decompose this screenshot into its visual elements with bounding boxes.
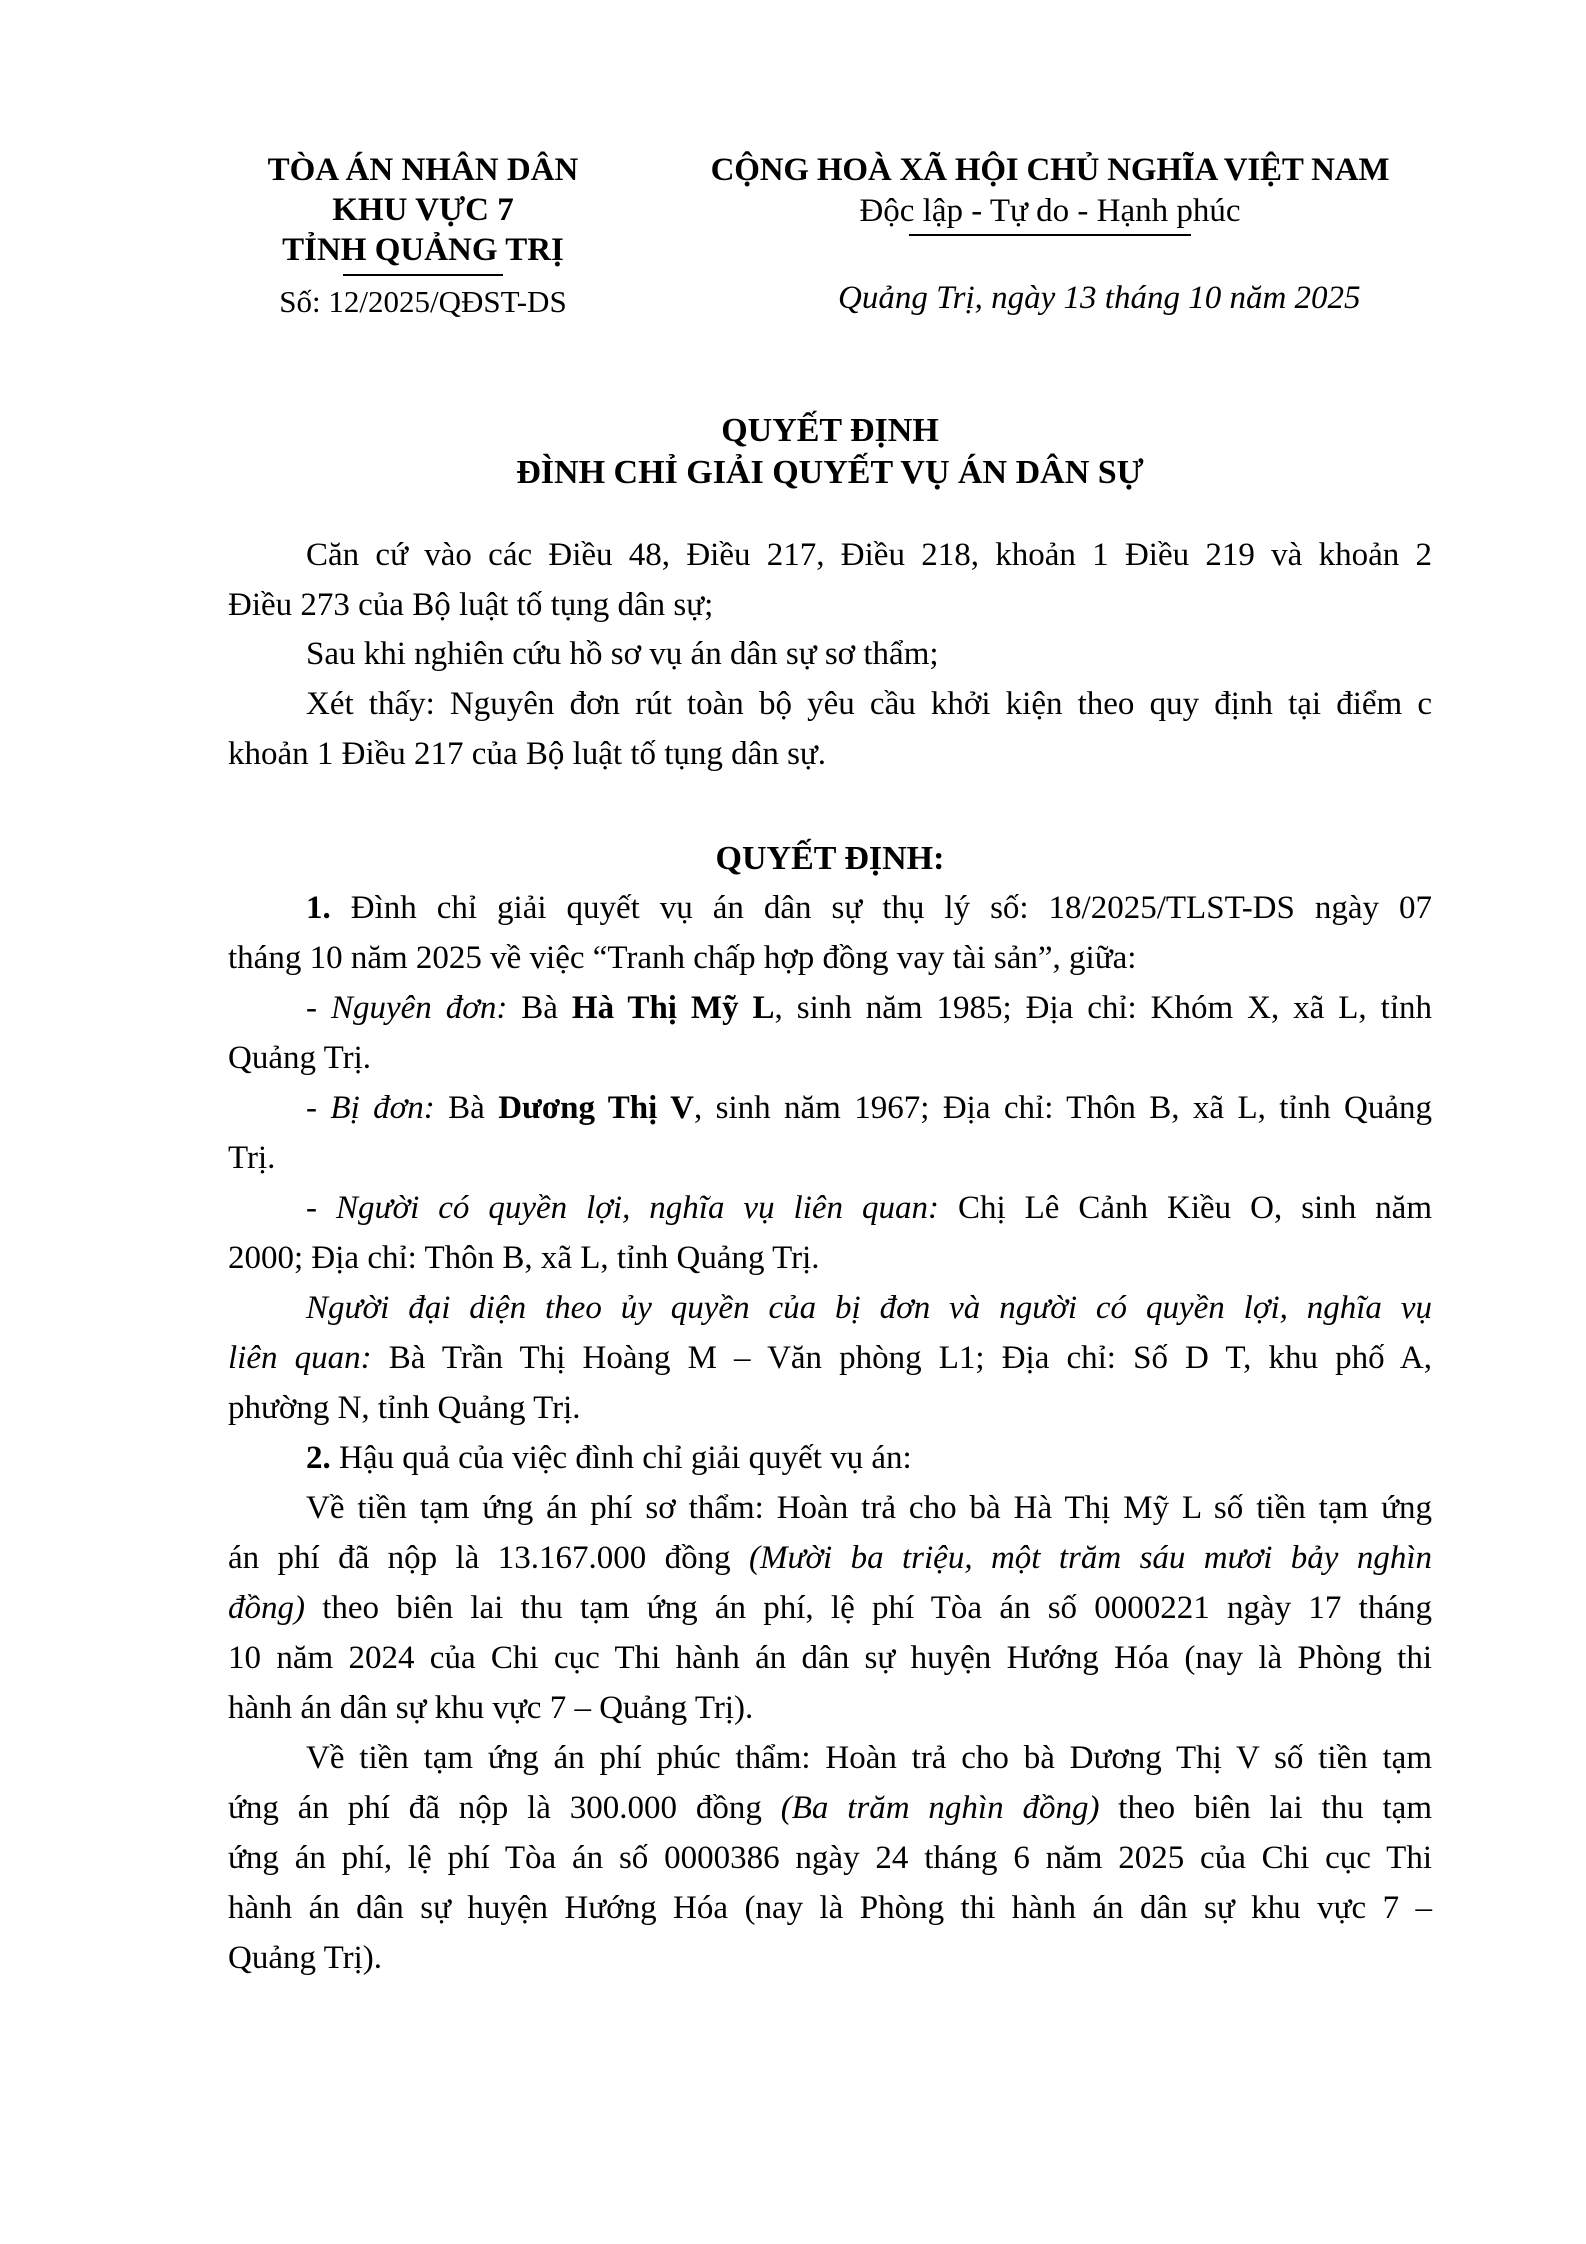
defendant-line1 — [306, 1088, 1432, 1128]
plaintiff-role: Nguyên đơn: — [330, 990, 508, 1026]
place-date: Quảng Trị, ngày 13 tháng 10 năm 2025 — [838, 280, 1361, 316]
court-name-line3: TỈNH QUẢNG TRỊ — [282, 232, 564, 268]
appeal-receipt-start: theo biên lai thu tạm — [1099, 1790, 1432, 1826]
appeal-fee-line3: ứng án phí, lệ phí Tòa án số 0000386 ngày 24 tháng 6 năm 2025 của Chi cục Thi — [228, 1840, 1432, 1876]
item2-heading — [306, 1438, 1432, 1478]
finding-line1: Xét thấy: Nguyên đơn rút toàn bộ yêu cầu khởi kiện theo quy định tại điểm c — [306, 686, 1432, 722]
related-party-line1 — [306, 1188, 1432, 1228]
plaintiff-line2: Quảng Trị. — [228, 1040, 372, 1076]
first-instance-fee-line1: Về tiền tạm ứng án phí sơ thẩm: Hoàn trả cho bà Hà Thị Mỹ L số tiền tạm ứng — [306, 1490, 1432, 1526]
appeal-fee-amount: ứng án phí đã nộp là 300.000 đồng — [228, 1790, 781, 1826]
first-instance-fee-line3 — [228, 1588, 1432, 1628]
defendant-line2: Trị. — [228, 1140, 276, 1176]
first-instance-fee-line4: 10 năm 2024 của Chi cục Thi hành án dân sự huyện Hướng Hóa (nay là Phòng thi — [228, 1640, 1432, 1676]
legal-basis-line2: Điều 273 của Bộ luật tố tụng dân sự; — [228, 587, 714, 623]
item2-number: 2. — [306, 1440, 331, 1476]
national-header — [660, 150, 1440, 236]
defendant-role: Bị đơn: — [330, 1090, 435, 1126]
defendant-name: Dương Thị V — [498, 1090, 694, 1126]
item2-text: Hậu quả của việc đình chỉ giải quyết vụ án: — [330, 1440, 912, 1476]
fee-amount-words: (Mười ba triệu, một trăm sáu mươi bảy nghìn — [748, 1540, 1432, 1576]
item1-line2: tháng 10 năm 2025 về việc “Tranh chấp hợp đồng vay tài sản”, giữa: — [228, 940, 1137, 976]
plaintiff-line1 — [306, 988, 1432, 1028]
representative-line2 — [228, 1338, 1432, 1378]
decision-heading: QUYẾT ĐỊNH: — [715, 840, 945, 877]
representative-role-cont: liên quan: — [228, 1340, 372, 1376]
item1-line1 — [306, 888, 1432, 928]
national-motto: Độc lập - Tự do - Hạnh phúc — [859, 193, 1241, 229]
representative-role: Người đại diện theo ủy quyền của bị đơn và người có quyền lợi, nghĩa vụ — [306, 1290, 1432, 1326]
item1-text: Đình chỉ giải quyết vụ án dân sự thụ lý số: 18/2025/TLST-DS ngày 07 — [330, 890, 1432, 926]
related-party-role: Người có quyền lợi, nghĩa vụ liên quan: — [335, 1190, 939, 1226]
first-instance-fee-line2 — [228, 1538, 1432, 1578]
plaintiff-details: , sinh năm 1985; Địa chỉ: Khóm X, xã L, tỉnh — [774, 990, 1432, 1026]
motto-divider — [909, 234, 1191, 236]
fee-amount: án phí đã nộp là 13.167.000 đồng — [228, 1540, 749, 1576]
representative-details: Bà Trần Thị Hoàng M – Văn phòng L1; Địa chỉ: Số D T, khu phố A, — [371, 1340, 1432, 1376]
court-header-divider — [343, 274, 503, 276]
court-name-line2: KHU VỰC 7 — [332, 192, 514, 228]
document-subtitle: ĐÌNH CHỈ GIẢI QUYẾT VỤ ÁN DÂN SỰ — [516, 454, 1144, 491]
item1-number: 1. — [306, 890, 331, 926]
court-name-line1: TÒA ÁN NHÂN DÂN — [267, 152, 579, 188]
defendant-title: Bà — [434, 1090, 499, 1126]
plaintiff-name: Hà Thị Mỹ L — [571, 990, 775, 1026]
dash: - — [306, 1090, 331, 1126]
appeal-fee-line5: Quảng Trị). — [228, 1940, 383, 1976]
related-party-line2: 2000; Địa chỉ: Thôn B, xã L, tỉnh Quảng Trị. — [228, 1240, 820, 1276]
appeal-fee-line4: hành án dân sự huyện Hướng Hóa (nay là Phòng thi hành án dân sự khu vực 7 – — [228, 1890, 1432, 1926]
fee-amount-words-cont: đồng) — [228, 1590, 305, 1626]
appeal-fee-line2 — [228, 1788, 1432, 1828]
representative-line1 — [306, 1288, 1432, 1328]
research-statement: Sau khi nghiên cứu hồ sơ vụ án dân sự sơ thẩm; — [306, 636, 939, 672]
plaintiff-title: Bà — [507, 990, 572, 1026]
national-name: CỘNG HOÀ XÃ HỘI CHỦ NGHĨA VIỆT NAM — [710, 152, 1390, 188]
appeal-fee-words: (Ba trăm nghìn đồng) — [780, 1790, 1100, 1826]
representative-line3: phường N, tỉnh Quảng Trị. — [228, 1390, 581, 1426]
legal-basis-line1: Căn cứ vào các Điều 48, Điều 217, Điều 218, khoản 1 Điều 219 và khoản 2 — [306, 537, 1432, 573]
first-instance-fee-line5: hành án dân sự khu vực 7 – Quảng Trị). — [228, 1690, 754, 1726]
finding-line2: khoản 1 Điều 217 của Bộ luật tố tụng dân sự. — [228, 736, 827, 772]
dash: - — [306, 1190, 336, 1226]
dash: - — [306, 990, 331, 1026]
court-header — [228, 150, 618, 322]
related-party-details: Chị Lê Cảnh Kiều O, sinh năm — [939, 1190, 1432, 1226]
defendant-details: , sinh năm 1967; Địa chỉ: Thôn B, xã L, tỉnh Quảng — [693, 1090, 1432, 1126]
document-number: Số: 12/2025/QĐST-DS — [279, 284, 567, 319]
receipt-info: theo biên lai thu tạm ứng án phí, lệ phí Tòa án số 0000221 ngày 17 tháng — [305, 1590, 1432, 1626]
document-title: QUYẾT ĐỊNH — [721, 412, 939, 449]
appeal-fee-line1: Về tiền tạm ứng án phí phúc thẩm: Hoàn trả cho bà Dương Thị V số tiền tạm — [306, 1740, 1432, 1776]
